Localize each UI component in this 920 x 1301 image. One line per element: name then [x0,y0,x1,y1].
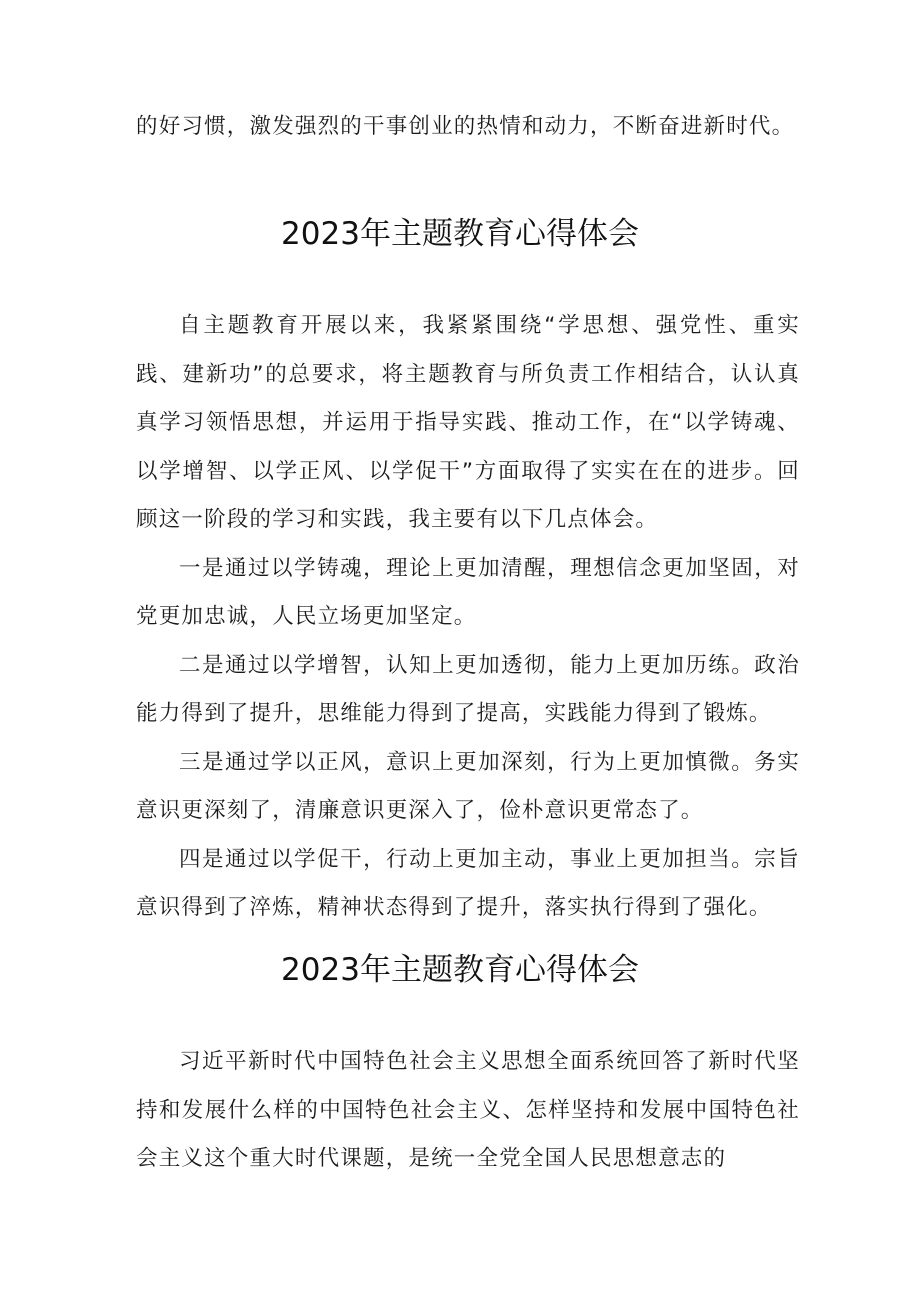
section-1-paragraph-intro: 自主题教育开展以来，我紧紧围绕“学思想、强党性、重实践、建新功”的总要求，将主题教育与所负责工作相结合，认认真真学习领悟思想，并运用于指导实践、推动工作，在“以学铸魂、以学增智、以学正风、以学促干”方面取得了实实在在的进步。回顾这一阶段的学习和实践，我主要有以下几点体会。 [136,313,800,532]
section-1-title: 2023年主题教育心得体会 [281,216,639,252]
section-1-paragraph-point-4: 四是通过以学促干，行动上更加主动，事业上更加担当。宗旨意识得到了淬炼，精神状态得到了提升，落实执行得到了强化。 [136,846,800,920]
section-1-paragraph-point-1: 一是通过以学铸魂，理论上更加清醒，理想信念更加坚固，对党更加忠诚，人民立场更加坚定。 [136,555,800,629]
section-1-paragraph-point-2: 二是通过以学增智，认知上更加透彻，能力上更加历练。政治能力得到了提升，思维能力得到了提高，实践能力得到了锻炼。 [136,652,800,726]
section-2-title: 2023年主题教育心得体会 [281,952,639,988]
section-2-paragraph-1: 习近平新时代中国特色社会主义思想全面系统回答了新时代坚持和发展什么样的中国特色社会主义、怎样坚持和发展中国特色社会主义这个重大时代课题，是统一全党全国人民思想意志的 [136,1049,800,1171]
carryover-paragraph-block [136,103,800,152]
section-2-body [136,1038,800,1184]
section-1-paragraph-point-3: 三是通过学以正风，意识上更加深刻，行为上更加慎微。务实意识更深刻了，清廉意识更深入了，俭朴意识更常态了。 [136,749,800,823]
carryover-paragraph: 的好习惯，激发强烈的干事创业的热情和动力，不断奋进新时代。 [136,114,795,139]
section-1-body [136,302,800,933]
